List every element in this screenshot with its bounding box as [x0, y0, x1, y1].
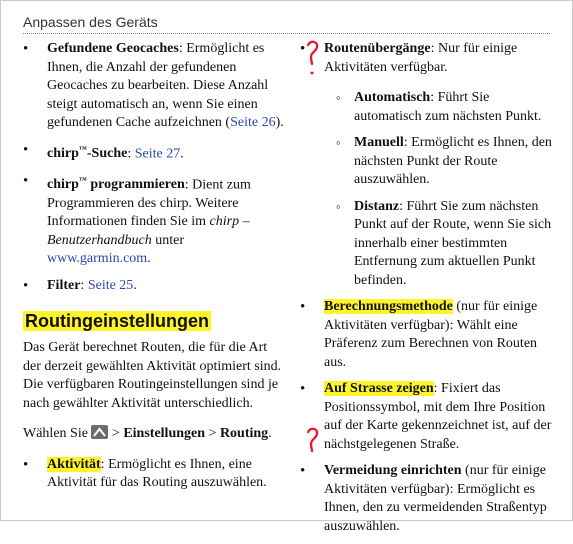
up-arrow-menu-icon — [91, 425, 108, 439]
item-label: Routenübergänge — [324, 41, 431, 56]
list-item-calc-method: • Berechnungsmethode (nur für einige Aktivitäten verfügbar): Wählt eine Präferenz zum Berechnen von Routen aus. — [300, 298, 552, 372]
list-item-chirp-program: • chirp™ programmieren: Dient zum Programmieren des chirp. Weitere Informationen finden Sie im chirp – Benutzerhandbuch unter www.garmin.com. — [23, 172, 285, 269]
list-item-geocaches: • Gefundene Geocaches: Ermöglicht es Ihnen, die Anzahl der gefundenen Geocaches zu bearbeiten. Diese Anzahl steigt automatisch an, wenn Sie einen gefundenen Cache aufzeichnen (Seite 26). — [23, 40, 285, 133]
sub-item-automatic: ◦ Automatisch: Führt Sie automatisch zum nächsten Punkt. — [324, 89, 552, 126]
item-label: Gefundene Geocaches — [47, 41, 179, 56]
page-link[interactable]: Seite 26 — [230, 115, 276, 130]
menu-step: Routing — [219, 426, 269, 442]
list-item-snap-road: • Auf Strasse zeigen: Fixiert das Positionssymbol, mit dem Ihre Position auf der Karte gekennzeichnet ist, auf der nächstgelegenen Straße. — [300, 380, 552, 454]
sub-item-manual: ◦ Manuell: Ermöglicht es Ihnen, den nächsten Punkt der Route auszuwählen. — [324, 134, 552, 190]
section-paragraph: Das Gerät berechnet Routen, die für die Art der derzeit gewählten Aktivität optimiert sind. Die verfügbaren Routingeinstellungen sind je nach gewählter Aktivität unterschiedlich. — [23, 340, 282, 411]
item-label: Filter — [47, 277, 81, 293]
list-item-chirp-search: • chirp™-Suche: Seite 27. — [23, 141, 285, 164]
item-label: Vermeidung einrichten — [324, 463, 462, 478]
item-label: chirp™ programmieren — [47, 175, 185, 193]
list-item-avoidance: • Vermeidung einrichten (nur für einige Aktivitäten verfügbar): Ermöglicht es Ihnen, den zu vermeidenden Straßentyp auszuwählen. — [300, 462, 552, 536]
menu-step: Einstellungen — [123, 426, 206, 442]
sub-item-distance: ◦ Distanz: Führt Sie zum nächsten Punkt auf der Route, wenn Sie sich innerhalb einer bestimmten Entfernung zum aktuellen Punkt befinden. — [324, 198, 552, 291]
item-label: chirp™-Suche — [47, 144, 128, 162]
item-label: Aktivität — [47, 456, 101, 472]
question-mark-annotation — [306, 40, 320, 76]
page-link[interactable]: Seite 27 — [134, 146, 181, 162]
item-label: Auf Strasse zeigen — [324, 381, 434, 396]
page-header: Anpassen des Geräts — [23, 14, 550, 34]
menu-path: Wählen Sie > Einstellungen > Routing. — [23, 426, 272, 442]
garmin-link[interactable]: www.garmin.com — [47, 251, 148, 267]
item-label: Berechnungsmethode — [324, 299, 453, 314]
list-item-filter: • Filter: Seite 25. — [23, 277, 285, 296]
section-title: Routingeinstellungen — [25, 311, 209, 332]
right-column — [300, 40, 552, 544]
list-item-route-transitions: • Routenübergänge: Nur für einige Aktivitäten verfügbar. ◦ Automatisch: Führt Sie automatisch zum nächsten Punkt. ◦ Manuell: Ermöglicht es Ihnen, den nächsten Punkt der Route auszuwählen. ◦ Distanz: Führt Sie zum nächsten Punkt auf der Route, wenn Sie sich innerhalb einer bestimmten Entfernung zum aktuellen Punkt befinden. — [300, 40, 552, 290]
question-mark-annotation — [306, 427, 320, 463]
left-column — [23, 40, 285, 501]
list-item-activity: • Aktivität: Ermöglicht es Ihnen, eine Aktivität für das Routing auszuwählen. — [23, 456, 285, 493]
page-link[interactable]: Seite 25 — [87, 277, 134, 293]
